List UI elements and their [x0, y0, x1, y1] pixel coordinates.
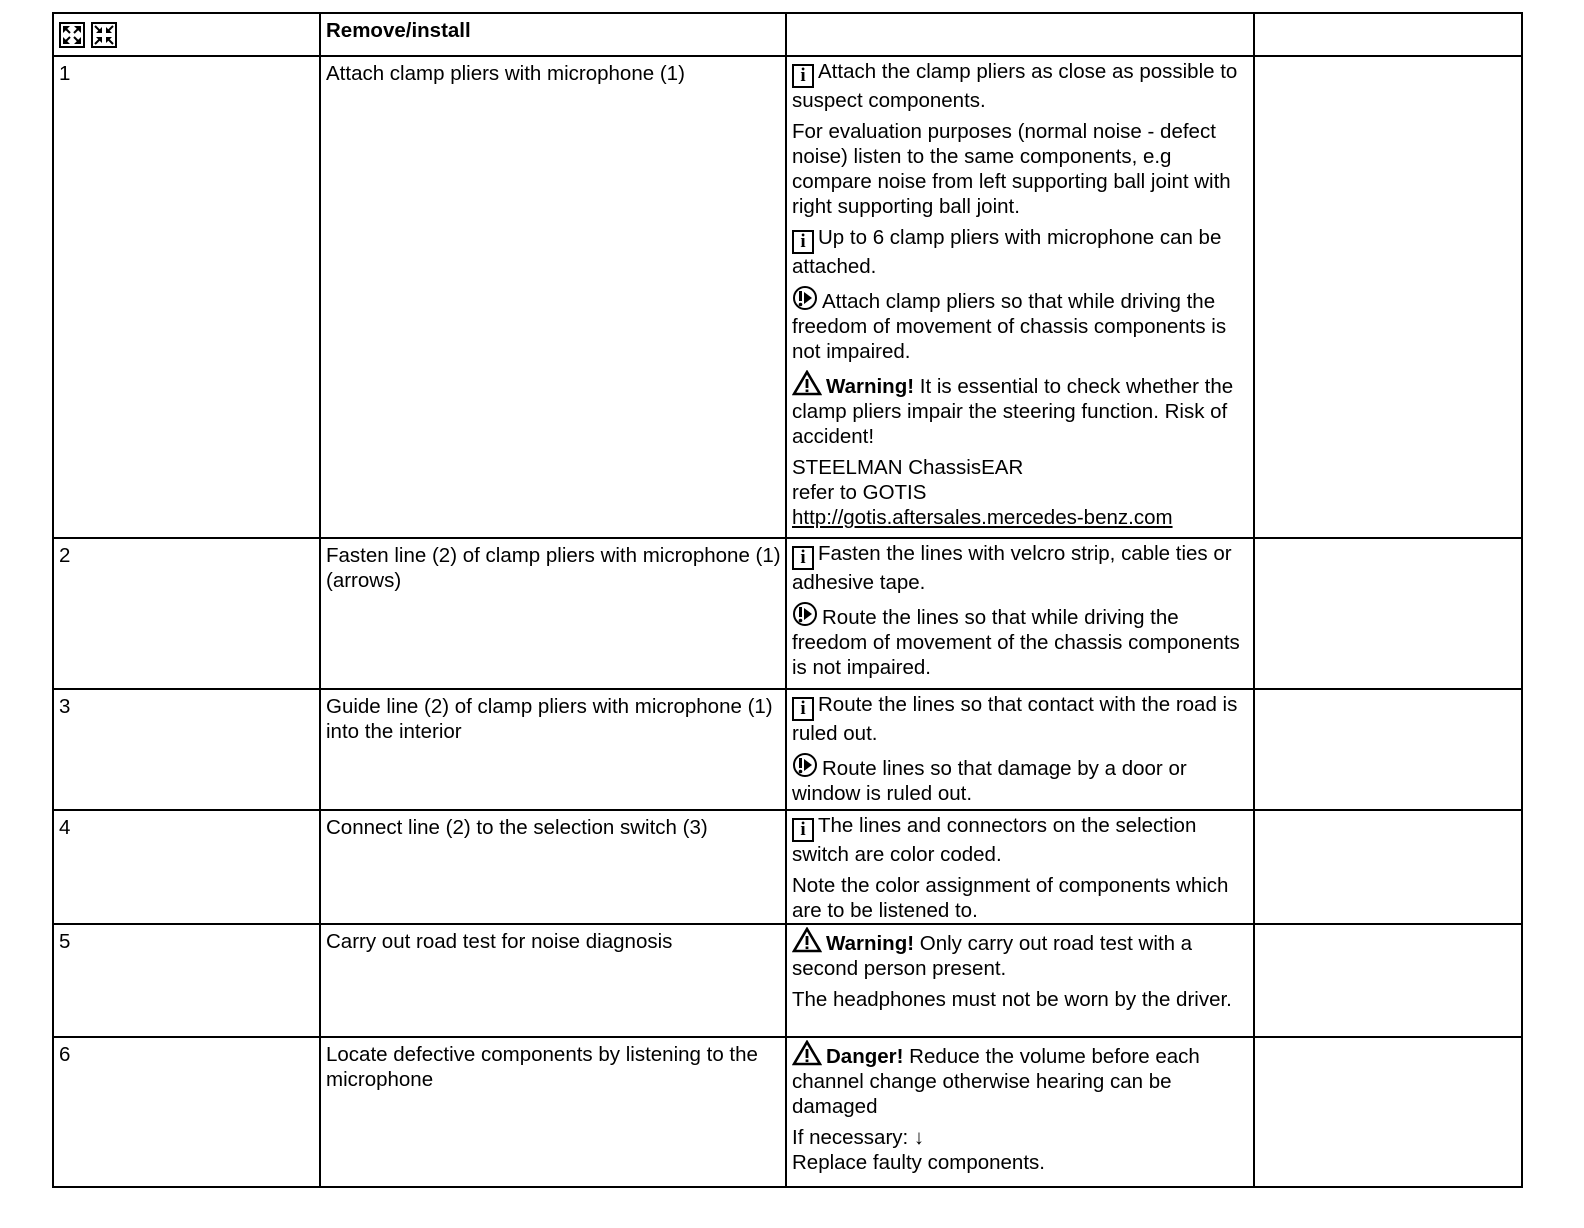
- empty-cell: [1254, 56, 1522, 538]
- note-text: [792, 873, 1247, 923]
- info-icon: i: [792, 64, 814, 88]
- caution-icon: [792, 752, 818, 778]
- info-note: [792, 692, 1247, 746]
- note-text: [792, 455, 1247, 480]
- step-notes: [786, 924, 1254, 1037]
- table-row: [53, 924, 1522, 1037]
- caution-note: [792, 752, 1247, 806]
- info-note: [792, 225, 1247, 279]
- note-body: If necessary:: [792, 1126, 914, 1149]
- step-instruction: Fasten line (2) of clamp pliers with microphone (1) (arrows): [320, 538, 786, 689]
- info-note: [792, 541, 1247, 595]
- note-label: Warning!: [826, 932, 915, 955]
- note-body: Route lines so that damage by a door or window is ruled out.: [792, 757, 1187, 805]
- step-notes: [786, 538, 1254, 689]
- empty-cell: [1254, 538, 1522, 689]
- note-body: Fasten the lines with velcro strip, cable ties or adhesive tape.: [792, 542, 1232, 594]
- empty-cell: [1254, 1037, 1522, 1187]
- arrow-down-icon: ↓: [913, 1126, 925, 1149]
- step-number: 3: [53, 689, 320, 810]
- note-body: refer to GOTIS: [792, 481, 927, 504]
- note-text: [792, 1150, 1247, 1175]
- warning-note: [792, 370, 1247, 449]
- caution-note: [792, 285, 1247, 364]
- table-row: [53, 538, 1522, 689]
- caution-note: [792, 601, 1247, 680]
- header-empty-cell: [786, 13, 1254, 56]
- info-icon: i: [792, 818, 814, 842]
- note-body: Note the color assignment of components which are to be listened to.: [792, 874, 1229, 922]
- collapse-arrows-icon[interactable]: [91, 22, 117, 48]
- step-instruction: Locate defective components by listening to the microphone: [320, 1037, 786, 1187]
- step-number: 2: [53, 538, 320, 689]
- note-text: [792, 987, 1247, 1012]
- step-number: 1: [53, 56, 320, 538]
- warning-note: [792, 1040, 1247, 1119]
- empty-cell: [1254, 689, 1522, 810]
- step-instruction: Connect line (2) to the selection switch (3): [320, 810, 786, 924]
- empty-cell: [1254, 810, 1522, 924]
- note-body: Route the lines so that contact with the road is ruled out.: [792, 693, 1238, 745]
- warning-icon: [792, 927, 822, 953]
- table-header-row: [53, 13, 1522, 56]
- note-body: Replace faulty components.: [792, 1151, 1045, 1174]
- table-row: [53, 1037, 1522, 1187]
- note-body: Attach clamp pliers so that while driving the freedom of movement of chassis components is not impaired.: [792, 290, 1227, 363]
- gotis-link[interactable]: http://gotis.aftersales.mercedes-benz.com: [792, 506, 1173, 529]
- header-icons-cell: [53, 13, 320, 56]
- expand-arrows-icon[interactable]: [59, 22, 85, 48]
- step-number: 4: [53, 810, 320, 924]
- note-body: The headphones must not be worn by the driver.: [792, 988, 1232, 1011]
- info-icon: i: [792, 546, 814, 570]
- step-instruction: Carry out road test for noise diagnosis: [320, 924, 786, 1037]
- caution-icon: [792, 601, 818, 627]
- step-notes: [786, 810, 1254, 924]
- step-notes: [786, 689, 1254, 810]
- step-notes: [786, 56, 1254, 538]
- step-number: 6: [53, 1037, 320, 1187]
- note-text: [792, 1125, 1247, 1150]
- note-label: Warning!: [826, 375, 915, 398]
- step-instruction: Guide line (2) of clamp pliers with microphone (1) into the interior: [320, 689, 786, 810]
- table-row: [53, 810, 1522, 924]
- empty-cell: [1254, 924, 1522, 1037]
- note-text: [792, 119, 1247, 219]
- info-icon: i: [792, 230, 814, 254]
- note-body: STEELMAN ChassisEAR: [792, 456, 1024, 479]
- caution-icon: [792, 285, 818, 311]
- note-body: It is essential to check whether the clamp pliers impair the steering function. Risk of accident!: [792, 375, 1234, 448]
- warning-icon: [792, 1040, 822, 1066]
- info-icon: i: [792, 697, 814, 721]
- step-number: 5: [53, 924, 320, 1037]
- note-text: [792, 505, 1247, 530]
- procedure-table: [52, 12, 1523, 1188]
- note-body: Reduce the volume before each channel change otherwise hearing can be damaged: [792, 1045, 1200, 1118]
- note-body: Route the lines so that while driving the freedom of movement of the chassis components is not impaired.: [792, 606, 1240, 679]
- table-row: [53, 56, 1522, 538]
- note-label: Danger!: [826, 1045, 904, 1068]
- note-text: [792, 480, 1247, 505]
- step-instruction: Attach clamp pliers with microphone (1): [320, 56, 786, 538]
- info-note: [792, 813, 1247, 867]
- note-body: Attach the clamp pliers as close as possible to suspect components.: [792, 60, 1238, 112]
- info-note: [792, 59, 1247, 113]
- note-body: Only carry out road test with a second person present.: [792, 932, 1193, 980]
- header-remove-install: Remove/install: [320, 13, 786, 56]
- warning-note: [792, 927, 1247, 981]
- header-empty-cell: [1254, 13, 1522, 56]
- step-notes: [786, 1037, 1254, 1187]
- table-row: [53, 689, 1522, 810]
- note-body: The lines and connectors on the selection switch are color coded.: [792, 814, 1197, 866]
- note-body: For evaluation purposes (normal noise - defect noise) listen to the same components, e.g compare noise from left supporting ball joint with right supporting ball joint.: [792, 120, 1231, 218]
- note-body: Up to 6 clamp pliers with microphone can be attached.: [792, 226, 1222, 278]
- warning-icon: [792, 370, 822, 396]
